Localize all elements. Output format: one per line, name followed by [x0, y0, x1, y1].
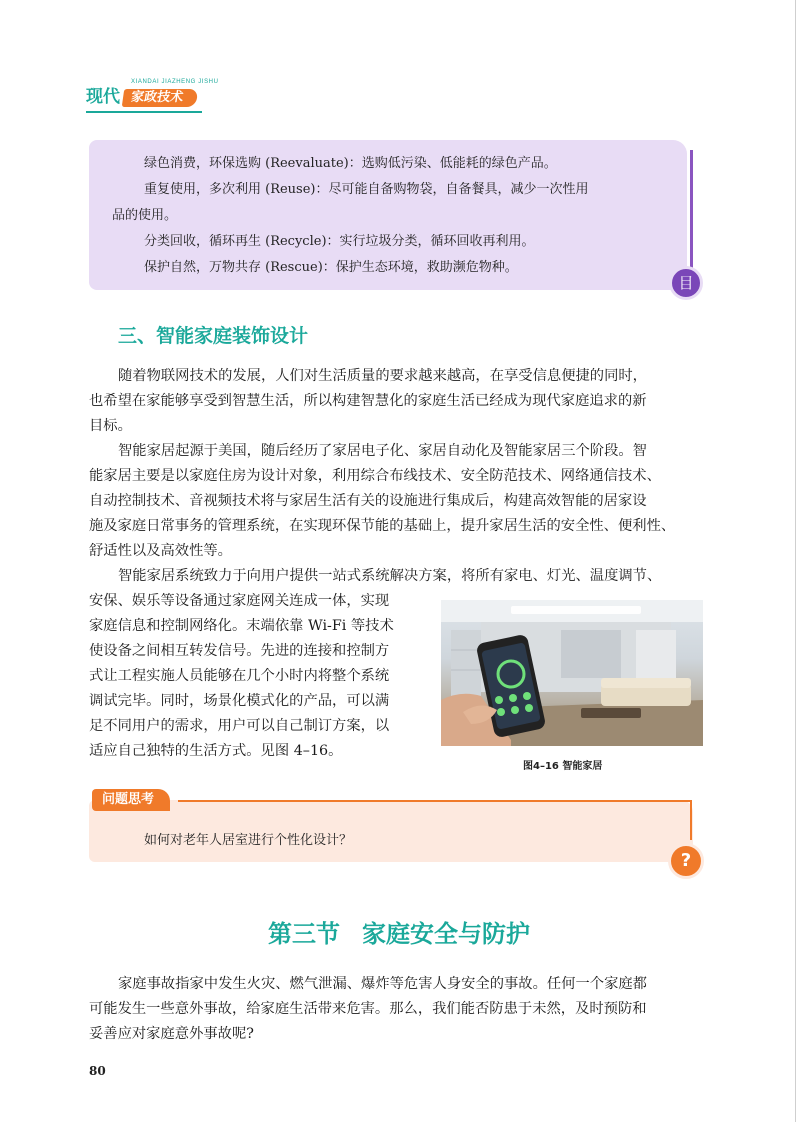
chapter-title: [268, 914, 530, 949]
info-line: 重复使用，多次利用 (Reuse)：尽可能自备购物袋，自备餐具，减少一次性用: [144, 182, 589, 197]
smart-home-photo: [441, 600, 703, 746]
body-line: 式让工程实施人员能够在几个小时内将整个系统: [89, 668, 390, 684]
question-icon: ?: [668, 843, 704, 879]
body-line: 舒适性以及高效性等。: [89, 543, 232, 559]
question-tab: 问题思考: [92, 789, 170, 811]
chapter-name: 家庭安全与防护: [362, 920, 530, 948]
info-line: 品的使用。: [112, 208, 178, 223]
question-text: 如何对老年人居室进行个性化设计？: [144, 833, 353, 848]
body-line: 随着物联网技术的发展，人们对生活质量的要求越来越高，在享受信息便捷的同时，: [118, 368, 647, 384]
body-line: 施及家庭日常事务的管理系统，在实现环保节能的基础上，提升家居生活的安全性、便利性、: [89, 518, 676, 534]
header-pinyin: XIANDAI JIAZHENG JISHU: [131, 79, 219, 85]
body-line: 调试完毕。同时，场景化模式化的产品，可以满: [89, 693, 390, 709]
header-underline: [86, 111, 202, 113]
figure-caption: 图4–16 智能家居: [523, 761, 603, 772]
chapter-number: 第三节: [268, 920, 340, 948]
question-box-edge: [690, 800, 692, 840]
book-icon: 目: [669, 266, 703, 300]
info-line: 绿色消费，环保选购 (Reevaluate)：选购低污染、低能耗的绿色产品。: [144, 156, 557, 171]
body-line: 妥善应对家庭意外事故呢?: [89, 1026, 254, 1042]
body-line: 自动控制技术、音视频技术将与家居生活有关的设施进行集成后，构建高效智能的居家设: [89, 493, 647, 509]
info-box-edge: [690, 150, 693, 270]
header-title-xiandai: 现代: [86, 87, 120, 107]
body-line: 使设备之间相互转发信号。先进的连接和控制方: [89, 643, 390, 659]
info-line: 分类回收，循环再生 (Recycle)：实行垃圾分类，循环回收再利用。: [144, 234, 535, 249]
info-line: 保护自然，万物共存 (Rescue)：保护生态环境，救助濒危物种。: [144, 260, 518, 275]
page-number: 80: [89, 1064, 106, 1078]
body-line: 足不同用户的需求，用户可以自己制订方案，以: [89, 718, 390, 734]
question-box-topline: [178, 800, 692, 802]
smart-home-illustration: [441, 600, 703, 746]
body-line: 目标。: [89, 418, 132, 434]
section-heading: 三、智能家庭装饰设计: [118, 325, 309, 347]
body-line: 可能发生一些意外事故，给家庭生活带来危害。那么，我们能否防患于未然，及时预防和: [89, 1001, 647, 1017]
body-line: 家庭信息和控制网络化。末端依靠 Wi-Fi 等技术: [89, 618, 394, 634]
header-tag: 家政技术: [122, 89, 199, 107]
body-line: 能家居主要是以家庭住房为设计对象，利用综合布线技术、安全防范技术、网络通信技术、: [89, 468, 661, 484]
body-line: 智能家居起源于美国，随后经历了家居电子化、家居自动化及智能家居三个阶段。智: [118, 443, 647, 459]
body-line: 家庭事故指家中发生火灾、燃气泄漏、爆炸等危害人身安全的事故。任何一个家庭都: [118, 976, 647, 992]
page-edge-rule: [795, 0, 796, 1122]
body-line: 适应自己独特的生活方式。见图 4–16。: [89, 743, 343, 759]
body-line: 安保、娱乐等设备通过家庭网关连成一体，实现: [89, 593, 390, 609]
body-line: 智能家居系统致力于向用户提供一站式系统解决方案，将所有家电、灯光、温度调节、: [118, 568, 662, 584]
body-line: 也希望在家能够享受到智慧生活，所以构建智慧化的家庭生活已经成为现代家庭追求的新: [89, 393, 647, 409]
